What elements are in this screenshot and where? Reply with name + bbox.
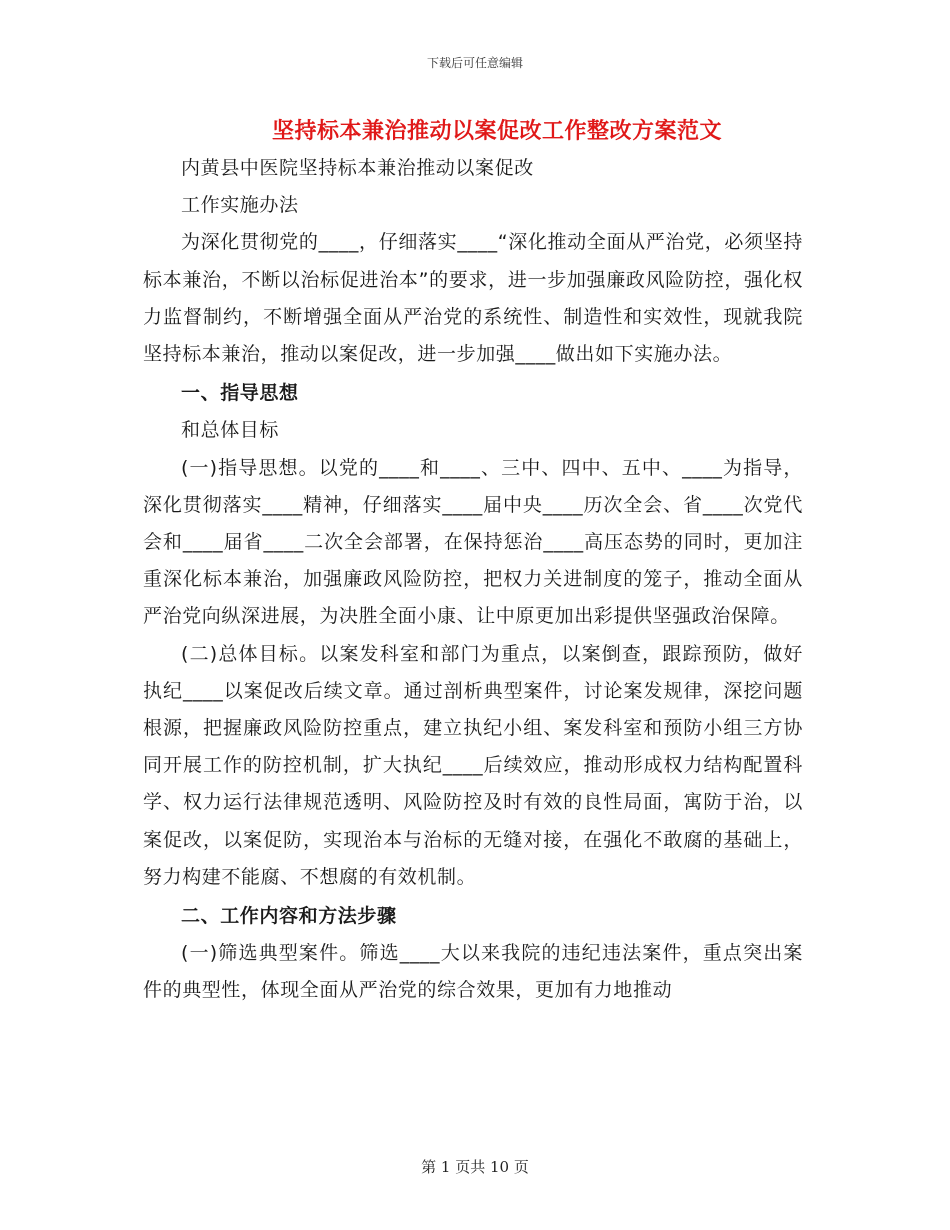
document-title: 坚持标本兼治推动以案促改工作整改方案范文 (271, 119, 722, 144)
section-heading-2: 二、工作内容和方法步骤 (181, 905, 397, 928)
page-header-note: 下载后可任意编辑 (426, 56, 523, 70)
section-heading-1: 一、指导思想 (181, 382, 299, 405)
intro-paragraph: 为深化贯彻党的____，仔细落实____“深化推动全面从严治党，必须坚持标本兼治，不断以治标促进治本”的要求，进一步加强廉政风险防控，强化权力监督制约，不断增强全面从严治党的系统性、制造性和实效性，现就我院坚持标本兼治，推动以案促改，进一步加强____做出如下实施办法。 (143, 231, 803, 366)
overall-goal-paragraph: (二)总体目标。以案发科室和部门为重点，以案倒查，跟踪预防，做好执纪____以案促改后续文章。通过剖析典型案件，讨论案发规律，深挖问题根源，把握廉政风险防控重点，建立执纪小组、案发科室和预防小组三方协同开展工作的防控机制，扩大执纪____后续效应，推动形成权力结构配置科学、权力运行法律规范透明、风险防控及时有效的良性局面，寓防于治，以案促改，以案促防，实现治本与治标的无缝对接，在强化不敢腐的基础上，努力构建不能腐、不想腐的有效机制。 (143, 642, 803, 888)
section-heading-1-continuation: 和总体目标 (181, 419, 280, 442)
subtitle-line-1: 内黄县中医院坚持标本兼治推动以案促改 (181, 157, 534, 179)
screening-cases-paragraph: (一)筛选典型案件。筛选____大以来我院的违纪违法案件，重点突出案件的典型性，体现全面从严治党的综合效果，更加有力地推动 (143, 942, 803, 1002)
document-body (143, 150, 803, 1010)
guiding-ideology-paragraph: (一)指导思想。以党的____和____、三中、四中、五中、____为指导，深化贯彻落实____精神，仔细落实____届中央____历次全会、省____次党代会和____届省____二次全会部署，在保持惩治____高压态势的同时，更加注重深化标本兼治，加强廉政风险防控，把权力关进制度的笼子，推动全面从严治党向纵深进展，为决胜全面小康、让中原更加出彩提供坚强政治保障。 (143, 456, 803, 628)
page-number-footer: 第 1 页共 10 页 (421, 1158, 529, 1176)
subtitle-line-2: 工作实施办法 (181, 194, 299, 217)
